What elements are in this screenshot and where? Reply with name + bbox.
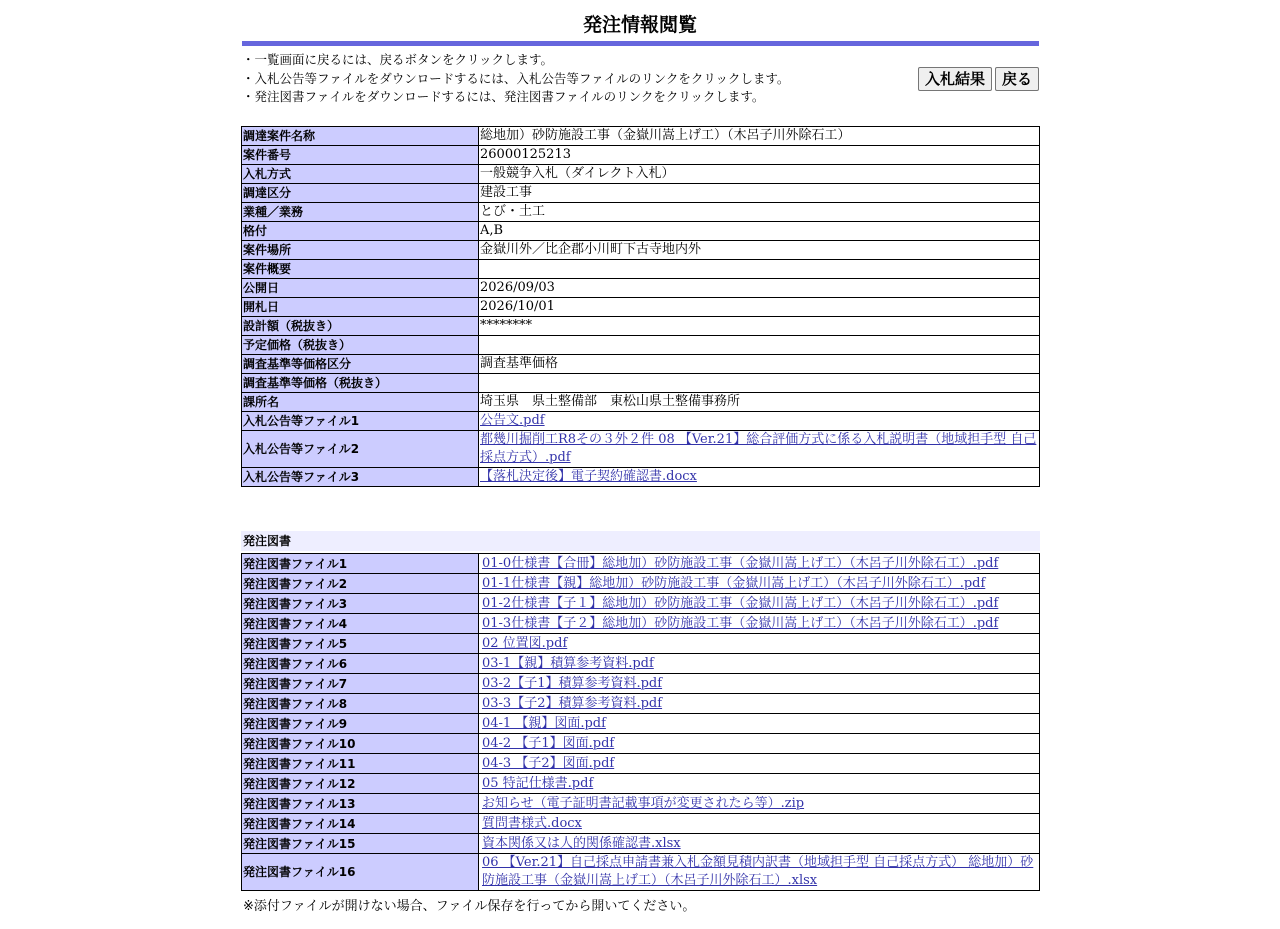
info-row [242, 317, 1040, 336]
order-doc-file-link[interactable]: 06 【Ver.21】自己採点申請書兼入札金額見積内訳書（地域担手型 自己採点方式） 総地加）砂防施設工事（金嶽川嵩上げ工）（木呂子川外除石工）.xlsx [482, 855, 1034, 888]
doc-value-cell [479, 754, 1040, 774]
info-row [242, 336, 1040, 355]
info-row [242, 203, 1040, 222]
doc-value-cell [479, 574, 1040, 594]
info-value: 埼玉県 県土整備部 東松山県土整備事務所 [479, 393, 1040, 412]
back-button[interactable]: 戻る [995, 67, 1039, 91]
info-value [479, 260, 1040, 279]
info-row [242, 431, 1040, 468]
doc-row [242, 754, 1040, 774]
info-row [242, 241, 1040, 260]
info-row [242, 184, 1040, 203]
doc-value-cell [479, 554, 1040, 574]
info-label: 調査基準等価格（税抜き） [242, 374, 479, 393]
order-info-table [241, 126, 1040, 487]
info-label: 調達案件名称 [242, 127, 479, 146]
info-label: 設計額（税抜き） [242, 317, 479, 336]
info-value: 調査基準価格 [479, 355, 1040, 374]
info-row [242, 260, 1040, 279]
info-label: 公開日 [242, 279, 479, 298]
doc-value-cell [479, 814, 1040, 834]
doc-value-cell [479, 794, 1040, 814]
info-label: 調達区分 [242, 184, 479, 203]
doc-label: 発注図書ファイル1 [242, 554, 479, 574]
info-row [242, 393, 1040, 412]
info-label: 課所名 [242, 393, 479, 412]
action-buttons [918, 67, 1039, 91]
doc-value-cell [479, 614, 1040, 634]
info-row [242, 355, 1040, 374]
doc-value-cell [479, 654, 1040, 674]
instruction-line: ・発注図書ファイルをダウンロードするには、発注図書ファイルのリンクをクリックします。 [242, 89, 765, 104]
doc-row [242, 674, 1040, 694]
doc-label: 発注図書ファイル8 [242, 694, 479, 714]
instruction-line: ・入札公告等ファイルをダウンロードするには、入札公告等ファイルのリンクをクリックします。 [242, 70, 790, 86]
order-doc-file-link[interactable]: 02 位置図.pdf [482, 635, 568, 651]
bid-notice-file-link[interactable]: 都幾川掘削工R8その３外２件 08 【Ver.21】総合評価方式に係る入札説明書（地域担手型 自己採点方式）.pdf [480, 432, 1037, 465]
info-row [242, 412, 1040, 431]
info-row [242, 146, 1040, 165]
info-row [242, 127, 1040, 146]
order-doc-file-link[interactable]: 01-3仕様書【子２】総地加）砂防施設工事（金嶽川嵩上げ工）（木呂子川外除石工）.pdf [482, 615, 999, 631]
info-label: 入札公告等ファイル2 [242, 431, 479, 468]
doc-row [242, 654, 1040, 674]
info-label: 入札方式 [242, 165, 479, 184]
order-doc-file-link[interactable]: 04-1 【親】図面.pdf [482, 715, 606, 731]
order-doc-file-link[interactable]: 質問書様式.docx [482, 815, 582, 831]
doc-value-cell [479, 854, 1040, 891]
doc-row [242, 854, 1040, 891]
order-doc-file-link[interactable]: 03-3【子2】積算参考資料.pdf [482, 695, 663, 711]
doc-label: 発注図書ファイル16 [242, 854, 479, 891]
info-label: 案件概要 [242, 260, 479, 279]
doc-row [242, 814, 1040, 834]
info-value: ******** [479, 317, 1040, 336]
info-value: 26000125213 [479, 146, 1040, 165]
info-label: 調査基準等価格区分 [242, 355, 479, 374]
info-row [242, 298, 1040, 317]
doc-label: 発注図書ファイル12 [242, 774, 479, 794]
info-value: A,B [479, 222, 1040, 241]
doc-value-cell [479, 674, 1040, 694]
footnote: ※添付ファイルが開けない場合、ファイル保存を行ってから開いてください。 [243, 899, 696, 914]
order-doc-file-link[interactable]: お知らせ（電子証明書記載事項が変更されたら等）.zip [482, 795, 805, 811]
docs-section-title: 発注図書 [241, 531, 1040, 551]
doc-label: 発注図書ファイル9 [242, 714, 479, 734]
order-doc-file-link[interactable]: 資本関係又は人的関係確認書.xlsx [482, 835, 681, 851]
info-value: 建設工事 [479, 184, 1040, 203]
info-label: 案件場所 [242, 241, 479, 260]
doc-row [242, 734, 1040, 754]
doc-value-cell [479, 594, 1040, 614]
info-row [242, 222, 1040, 241]
info-label: 開札日 [242, 298, 479, 317]
info-value: 金嶽川外／比企郡小川町下古寺地内外 [479, 241, 1040, 260]
doc-label: 発注図書ファイル10 [242, 734, 479, 754]
doc-row [242, 594, 1040, 614]
doc-value-cell [479, 714, 1040, 734]
doc-row [242, 614, 1040, 634]
doc-row [242, 774, 1040, 794]
info-value-cell [479, 431, 1040, 468]
bid-notice-file-link[interactable]: 公告文.pdf [480, 413, 545, 428]
doc-row [242, 554, 1040, 574]
info-label: 入札公告等ファイル1 [242, 412, 479, 431]
doc-label: 発注図書ファイル13 [242, 794, 479, 814]
info-label: 案件番号 [242, 146, 479, 165]
doc-row [242, 574, 1040, 594]
info-label: 入札公告等ファイル3 [242, 468, 479, 487]
order-doc-file-link[interactable]: 01-0仕様書【合冊】総地加）砂防施設工事（金嶽川嵩上げ工）（木呂子川外除石工）.pdf [482, 555, 999, 571]
doc-label: 発注図書ファイル7 [242, 674, 479, 694]
doc-label: 発注図書ファイル11 [242, 754, 479, 774]
info-row [242, 468, 1040, 487]
bid-notice-file-link[interactable]: 【落札決定後】電子契約確認書.docx [480, 469, 697, 484]
info-row [242, 165, 1040, 184]
info-value-cell [479, 468, 1040, 487]
doc-label: 発注図書ファイル2 [242, 574, 479, 594]
doc-row [242, 794, 1040, 814]
doc-value-cell [479, 694, 1040, 714]
doc-row [242, 694, 1040, 714]
info-value: とび・土工 [479, 203, 1040, 222]
doc-value-cell [479, 734, 1040, 754]
doc-value-cell [479, 774, 1040, 794]
info-label: 業種／業務 [242, 203, 479, 222]
info-value [479, 336, 1040, 355]
order-doc-file-link[interactable]: 04-3 【子2】図面.pdf [482, 755, 615, 771]
info-value: 2026/10/01 [479, 298, 1040, 317]
bid-result-button[interactable]: 入札結果 [918, 67, 992, 91]
order-doc-file-link[interactable]: 01-2仕様書【子１】総地加）砂防施設工事（金嶽川嵩上げ工）（木呂子川外除石工）.pdf [482, 595, 999, 611]
info-label: 格付 [242, 222, 479, 241]
doc-row [242, 714, 1040, 734]
order-doc-file-link[interactable]: 04-2 【子1】図面.pdf [482, 735, 615, 751]
doc-label: 発注図書ファイル4 [242, 614, 479, 634]
doc-label: 発注図書ファイル6 [242, 654, 479, 674]
order-doc-file-link[interactable]: 01-1仕様書【親】総地加）砂防施設工事（金嶽川嵩上げ工）（木呂子川外除石工）.pdf [482, 575, 986, 591]
info-value-cell [479, 412, 1040, 431]
order-doc-file-link[interactable]: 03-1【親】積算参考資料.pdf [482, 655, 654, 671]
info-label: 予定価格（税抜き） [242, 336, 479, 355]
doc-value-cell [479, 834, 1040, 854]
info-value [479, 374, 1040, 393]
page-title: 発注情報閲覧 [582, 14, 697, 36]
doc-row [242, 834, 1040, 854]
instructions [242, 51, 789, 107]
doc-label: 発注図書ファイル14 [242, 814, 479, 834]
order-doc-file-link[interactable]: 05 特記仕様書.pdf [482, 775, 594, 791]
doc-label: 発注図書ファイル15 [242, 834, 479, 854]
info-value: 2026/09/03 [479, 279, 1040, 298]
order-docs-table [241, 553, 1040, 891]
doc-value-cell [479, 634, 1040, 654]
doc-label: 発注図書ファイル3 [242, 594, 479, 614]
info-value: 一般競争入札（ダイレクト入札） [479, 165, 1040, 184]
info-value: 総地加）砂防施設工事（金嶽川嵩上げ工）（木呂子川外除石工） [479, 127, 1040, 146]
info-row [242, 374, 1040, 393]
order-doc-file-link[interactable]: 03-2【子1】積算参考資料.pdf [482, 675, 663, 691]
info-row [242, 279, 1040, 298]
doc-row [242, 634, 1040, 654]
title-divider [242, 41, 1039, 46]
instruction-line: ・一覧画面に戻るには、戻るボタンをクリックします。 [242, 52, 554, 67]
doc-label: 発注図書ファイル5 [242, 634, 479, 654]
